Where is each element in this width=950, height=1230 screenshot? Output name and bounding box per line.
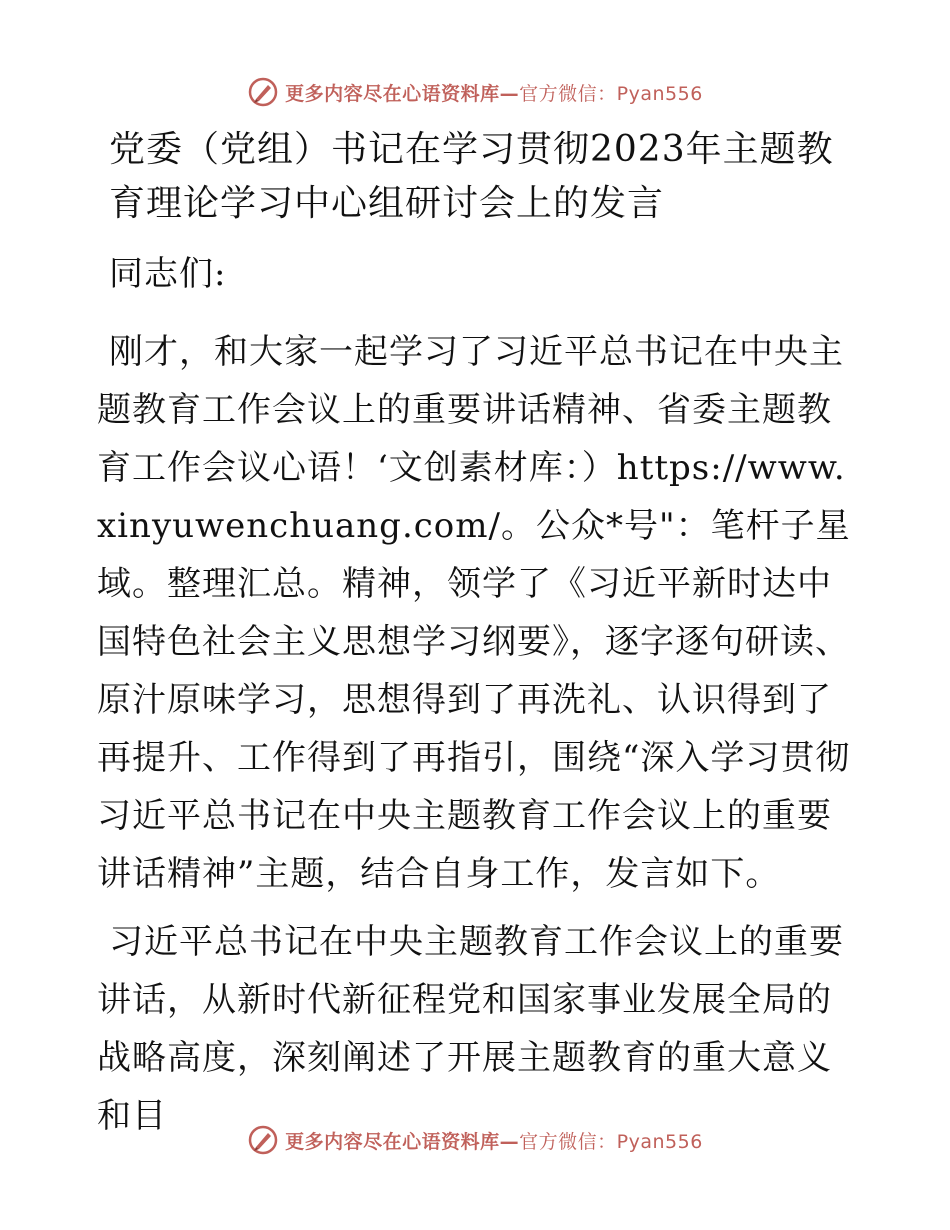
header-banner-text: 更多内容尽在心语资料库—官方微信：Pyan556 <box>285 82 703 105</box>
document-title: 党委（党组）书记在学习贯彻2023年主题教育理论学习中心组研讨会上的发言 <box>109 129 834 224</box>
pen-logo-icon <box>247 1124 279 1156</box>
footer-banner <box>0 1120 950 1160</box>
greeting: 同志们: <box>109 254 227 294</box>
header-banner <box>0 72 950 112</box>
paragraph-2: 习近平总书记在中央主题教育工作会议上的重要讲话，从新时代新征程党和国家事业发展全局的战略高度，深刻阐述了开展主题教育的重大意义和目 <box>97 922 844 1136</box>
pen-logo-icon <box>247 76 279 108</box>
paragraph-1: 刚才，和大家一起学习了习近平总书记在中央主题教育工作会议上的重要讲话精神、省委主题教育工作会议心语！‘文创素材库：）https://www.xinyuwenchuang.com/。公众*号"：笔杆子星域。整理汇总。精神，领学了《习近平新时达中国特色社会主义思想学习纲要》，逐字逐句研读、原汁原味学习，思想得到了再洗礼、认识得到了再提升、工作得到了再指引，围绕“深入学习贯彻习近平总书记在中央主题教育工作会议上的重要讲话精神”主题，结合自身工作，发言如下。 <box>97 332 851 894</box>
footer-banner-text: 更多内容尽在心语资料库—官方微信：Pyan556 <box>285 1130 703 1153</box>
document-body <box>97 123 852 1155</box>
